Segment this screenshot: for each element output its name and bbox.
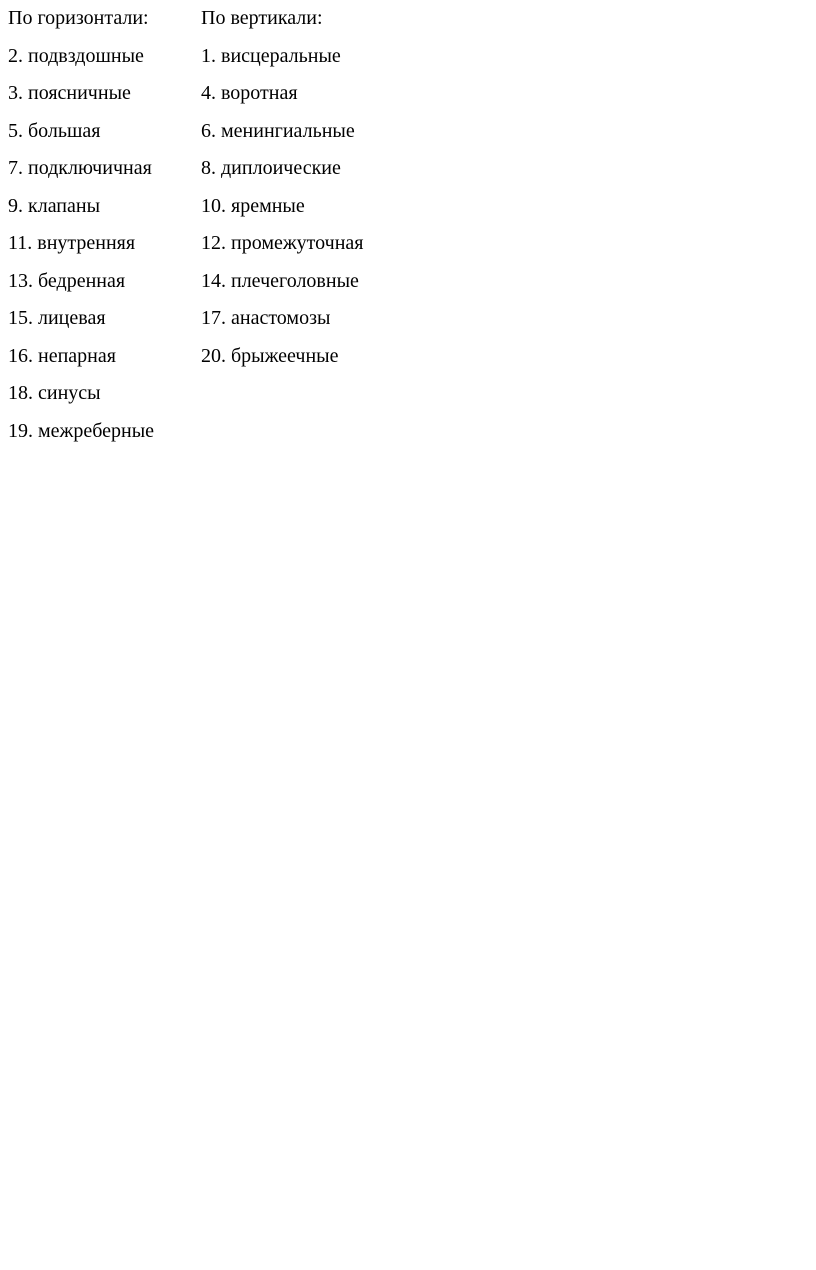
down-answer: 8. диплоические — [201, 157, 341, 179]
across-answer: 5. большая — [8, 119, 101, 142]
down-answer: 20. брыжеечные — [201, 344, 339, 367]
across-answer: 2. подвздошные — [8, 44, 144, 67]
across-answer: 13. бедренная — [8, 269, 126, 292]
down-answer: 17. анастомозы — [201, 307, 331, 329]
across-answer: 18. синусы — [8, 382, 101, 404]
down-heading: По вертикали: — [201, 7, 323, 29]
across-answer: 19. межреберные — [8, 419, 155, 442]
down-answer: 14. плечеголовные — [201, 269, 359, 292]
across-answer: 7. подключичная — [8, 157, 152, 179]
down-column — [201, 0, 461, 450]
across-answer: 11. внутренняя — [8, 232, 136, 254]
across-column — [8, 0, 201, 450]
down-answer: 6. менингиальные — [201, 119, 355, 142]
down-answer: 10. яремные — [201, 194, 305, 217]
across-answer: 15. лицевая — [8, 307, 106, 329]
crossword-answers — [8, 0, 461, 450]
across-heading: По горизонтали: — [8, 7, 149, 29]
across-answer: 9. клапаны — [8, 194, 101, 217]
across-answer: 3. поясничные — [8, 82, 131, 104]
across-answer: 16. непарная — [8, 344, 116, 367]
down-answer: 12. промежуточная — [201, 232, 364, 254]
down-answer: 1. висцеральные — [201, 44, 341, 67]
down-answer: 4. воротная — [201, 82, 298, 104]
